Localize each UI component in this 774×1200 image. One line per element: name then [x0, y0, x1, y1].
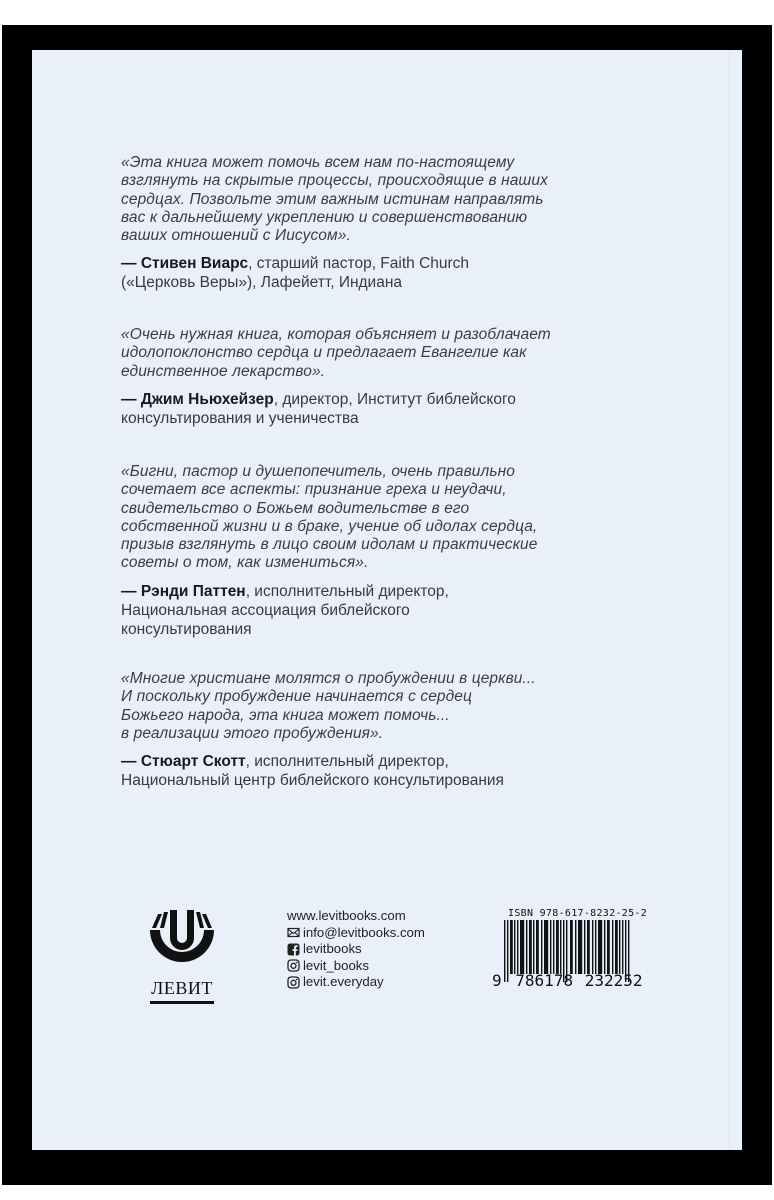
envelope-icon: [287, 926, 300, 939]
quote-line: идолопоклонство сердца и предлагает Евангелие как: [121, 344, 527, 362]
quote-line: «Многие христиане молятся о пробуждении в церкви...: [121, 670, 536, 687]
facebook-row[interactable]: [287, 941, 425, 958]
endorsement-4: [121, 670, 621, 790]
quote-line: советы о том, как измениться».: [121, 554, 369, 572]
author-role: , директор, Институт библейского: [273, 390, 516, 408]
author-name: — Рэнди Паттен: [121, 582, 246, 600]
barcode-digits-left: 786178: [515, 971, 574, 990]
quote-line: в реализации этого пробуждения».: [121, 724, 384, 742]
author-name: — Стивен Виарс: [121, 255, 249, 273]
quote-line: «Очень нужная книга, которая объясняет и разоблачает: [121, 326, 551, 343]
logo-underline: [150, 1001, 214, 1004]
quote-line: «Бигни, пастор и душепопечитель, очень правильно: [121, 463, 515, 480]
barcode-digits: [492, 971, 643, 990]
endorsement-attribution: [121, 254, 621, 292]
levit-emblem-icon: [144, 908, 220, 978]
email-link[interactable]: info@levitbooks.com: [303, 924, 425, 940]
instagram-link[interactable]: levit_books: [303, 957, 369, 973]
endorsement-attribution: [121, 582, 621, 639]
quote-line: сочетает все аспекты: признание греха и неудачи,: [121, 481, 507, 499]
author-role: консультирования и ученичества: [121, 409, 359, 427]
quote-line: собственной жизни и в браке, учение об идолах сердца,: [121, 517, 538, 535]
endorsement-2: [121, 326, 621, 428]
endorsement-quote: [121, 463, 621, 573]
endorsement-quote: [121, 326, 621, 381]
quote-line: И поскольку пробуждение начинается с сердец: [121, 688, 472, 706]
quote-line: Божьего народа, эта книга может помочь...: [121, 706, 450, 724]
trim-line: [729, 50, 730, 1150]
endorsement-quote: [121, 670, 621, 743]
quote-line: взглянуть на скрытые процессы, происходящие в наших: [121, 172, 548, 190]
instagram-icon: [287, 959, 300, 972]
quote-line: вас к дальнейшему укреплению и совершенствованию: [121, 208, 528, 226]
endorsement-1: [121, 154, 621, 292]
endorsement-quote: [121, 154, 621, 245]
quote-line: призыв взглянуть в лицо своим идолам и практические: [121, 536, 538, 554]
instagram-row-1[interactable]: [287, 958, 425, 975]
quote-line: ваших отношений с Иисусом».: [121, 227, 351, 245]
facebook-icon: [287, 943, 300, 956]
quote-line: единственное лекарство».: [121, 362, 326, 380]
author-role: , исполнительный директор,: [245, 582, 449, 600]
author-role: , старший пастор, Faith Church: [248, 255, 470, 273]
instagram-row-2[interactable]: [287, 974, 425, 991]
author-name: — Стюарт Скотт: [121, 753, 246, 771]
author-role: , исполнительный директор,: [245, 753, 449, 771]
author-role: («Церковь Веры»), Лафейетт, Индиана: [121, 274, 403, 292]
publisher-name: ЛЕВИТ: [151, 978, 213, 998]
isbn-label: ISBN 978-617-8232-25-2: [508, 908, 648, 919]
endorsement-attribution: [121, 752, 621, 790]
back-cover: [32, 50, 742, 1150]
barcode-digit-prefix: 9: [492, 971, 502, 990]
publisher-logo: [144, 908, 220, 1008]
quote-line: сердцах. Позвольте этим важным истинам направлять: [121, 190, 544, 208]
author-role: Национальный центр библейского консультирования: [121, 772, 504, 790]
author-role: Национальная ассоциация библейского: [121, 601, 410, 619]
quote-line: «Эта книга может помочь всем нам по-настоящему: [121, 154, 515, 171]
quote-line: свидетельство о Божьем водительстве в его: [121, 499, 470, 517]
website-row[interactable]: [287, 908, 425, 925]
endorsement-3: [121, 463, 621, 639]
author-role: консультирования: [121, 620, 252, 638]
author-name: — Джим Ньюхейзер: [121, 390, 274, 408]
endorsement-attribution: [121, 390, 621, 428]
instagram-link[interactable]: levit.everyday: [303, 974, 384, 989]
email-row[interactable]: [287, 925, 425, 942]
website-link[interactable]: www.levitbooks.com: [287, 908, 406, 923]
isbn-barcode: [492, 908, 648, 998]
publisher-contacts: [287, 908, 425, 991]
barcode-digits-right: 232252: [584, 971, 643, 990]
facebook-link[interactable]: levitbooks: [303, 941, 362, 956]
instagram-icon: [287, 976, 300, 989]
